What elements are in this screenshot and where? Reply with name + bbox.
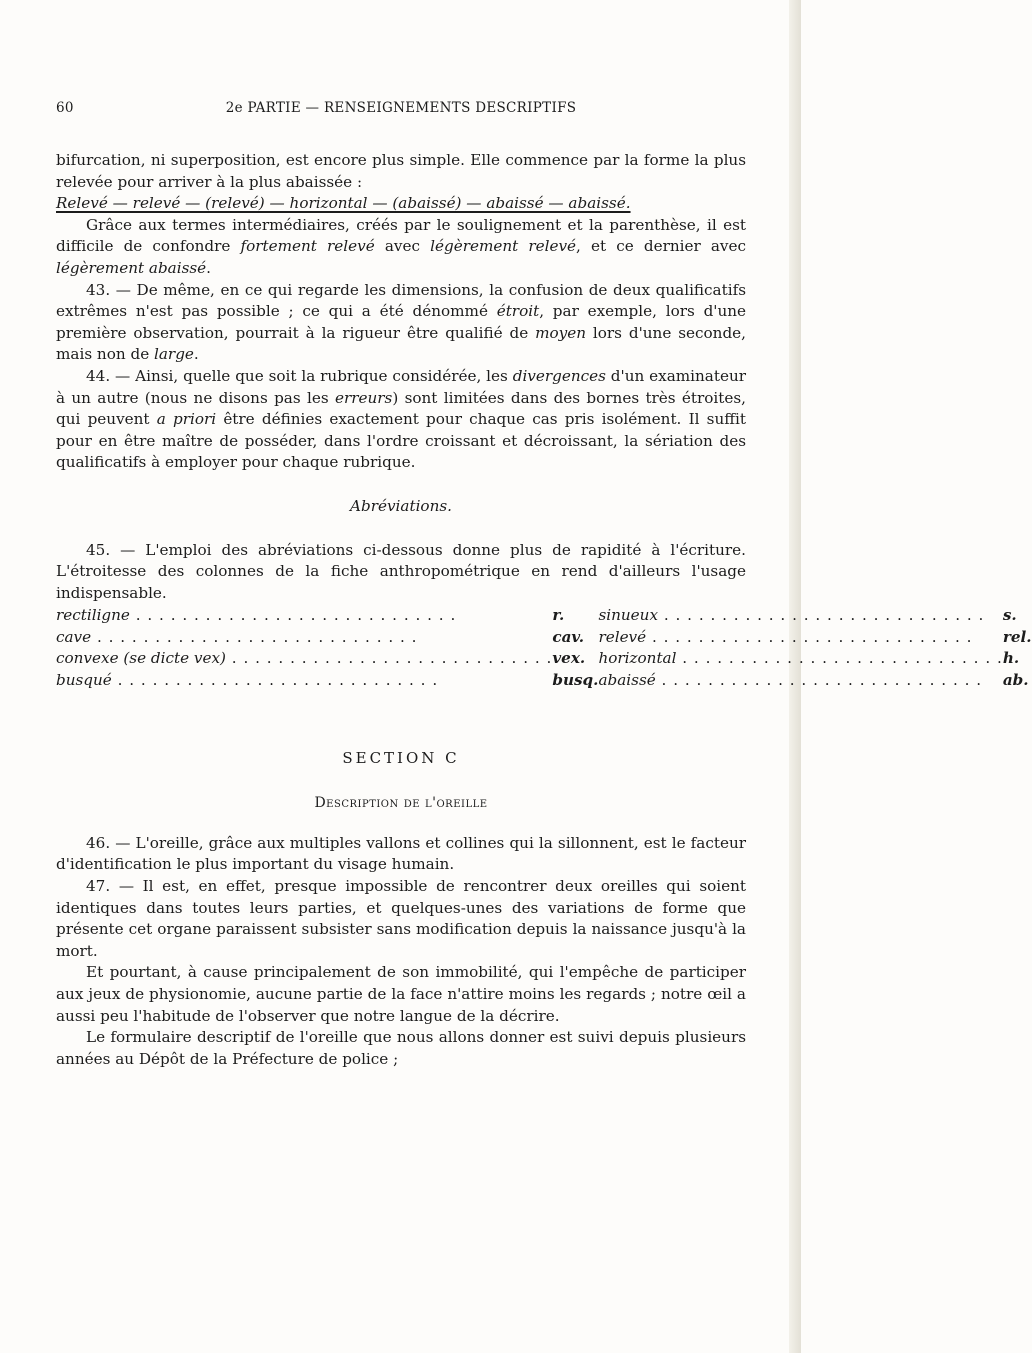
page-number: 60 (56, 100, 74, 116)
abbreviations-heading: Abréviations. (350, 496, 452, 515)
abbreviations-table (56, 605, 1032, 691)
paragraph-pourtant: Et pourtant, à cause principalement de son immobilité, qui l'empêche de participer aux jeux de physionomie, aucune partie de la face n'attire moins les regards ; notre œil a aussi peu l'habitude de l'observer que notre langue de la décrire. (56, 963, 746, 1025)
paragraph-44: 44. — Ainsi, quelle que soit la rubrique considérée, les divergences d'un examinateur à un autre (nous ne disons pas les erreurs) sont limitées dans des bornes très étroites, qui peuvent a priori être définies exactement pour chaque cas pris isolément. Il suffit pour en être maître de posséder, dans l'ordre croissant et décroissant, la sériation des qualificatifs à employer pour chaque rubrique. (56, 366, 746, 472)
paragraph-bifurcation: bifurcation, ni superposition, est encore plus simple. Elle commence par la forme la plus relevée pour arriver à la plus abaissée : (56, 151, 746, 191)
table-row: cave . . . cav. relevé . . . rel. (56, 627, 1032, 649)
paragraph-43: 43. — De même, en ce qui regarde les dimensions, la confusion de deux qualificatifs extrêmes n'est pas possible ; ce qui a été dénommé étroit, par exemple, lors d'une première observation, pourrait à la rigueur être qualifié de moyen lors d'une seconde, mais non de large. (56, 280, 747, 364)
paragraph-formulaire: Le formulaire descriptif de l'oreille que nous allons donner est suivi depuis plusieurs années au Dépôt de la Préfecture de police ; (56, 1028, 746, 1068)
scale-line: Relevé — relevé — (relevé) — horizontal — (abaissé) — abaissé — abaissé. (56, 194, 631, 213)
section-title: SECTION C (342, 748, 460, 767)
table-row: busqué . . . busq. abaissé . . . ab. (56, 670, 1032, 692)
running-title: 2e PARTIE — RENSEIGNEMENTS DESCRIPTIFS (225, 100, 577, 116)
paragraph-47: 47. — Il est, en effet, presque impossible de rencontrer deux oreilles qui soient identiques dans toutes leurs parties, et quelques-unes des variations de forme que présente cet organe paraissent subsister sans modification depuis la naissance jusqu'à la mort. (56, 877, 746, 960)
table-row: convexe (se dicte vex) . . . vex. horizontal . . . h. (56, 648, 1032, 670)
paragraph-45: 45. — L'emploi des abréviations ci-dessous donne plus de rapidité à l'écriture. L'étroitesse des colonnes de la fiche anthropométrique en rend d'ailleurs l'usage indispensable. (56, 540, 746, 602)
table-row: rectiligne . . . r. sinueux . . . s. (56, 605, 1032, 627)
paragraph-46: 46. — L'oreille, grâce aux multiples vallons et collines qui la sillonnent, est le facteur d'identification le plus important du visage humain. (56, 833, 746, 874)
body-text (56, 150, 1032, 1070)
section-subtitle: Description de l'oreille (314, 795, 488, 812)
paragraph-grace: Grâce aux termes intermédiaires, créés par le soulignement et la parenthèse, il est difficile de confondre fortement relevé avec légèrement relevé, et ce dernier avec légèrement abaissé. (56, 215, 746, 277)
running-header (56, 100, 746, 120)
